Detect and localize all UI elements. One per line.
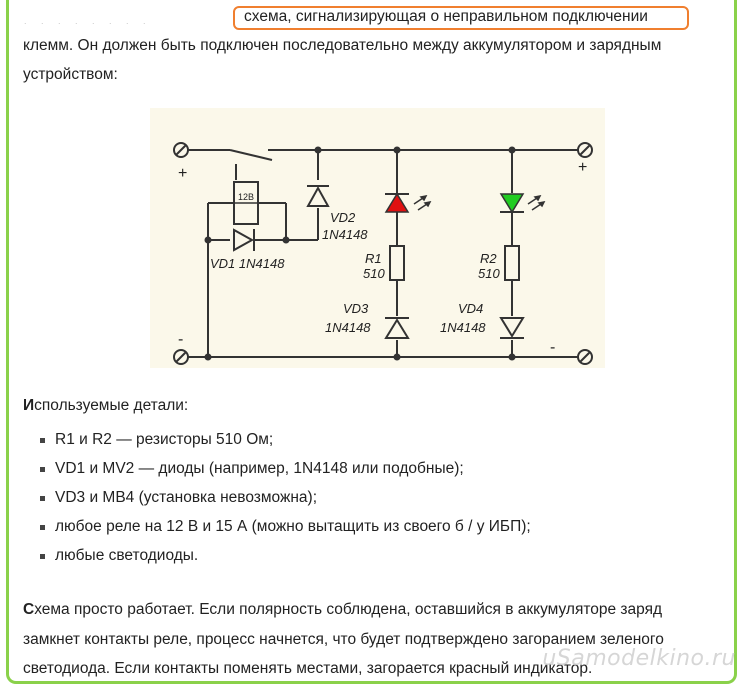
- intro-line-3: устройством:: [23, 66, 118, 83]
- parts-heading-rest: спользуемые детали:: [34, 397, 189, 414]
- list-item: [40, 488, 531, 517]
- label-r1-name: R1: [365, 251, 382, 266]
- parts-heading: [23, 397, 188, 415]
- diagram-background: [150, 108, 605, 368]
- intro-line-2: клемм. Он должен быть подключен последовательно между аккумулятором и зарядным: [23, 37, 662, 54]
- description-line-3: светодиода. Если контакты поменять местами, загорается красный индикатор.: [23, 660, 593, 677]
- bullet-icon: [40, 438, 45, 443]
- list-item: [40, 459, 531, 488]
- label-minus-right: -: [550, 339, 556, 356]
- list-item-text: VD1 и MV2 — диоды (например, 1N4148 или подобные);: [55, 460, 464, 477]
- resistor-r1: [390, 246, 404, 280]
- description-initial: С: [23, 601, 35, 618]
- label-plus-right: +: [578, 159, 588, 176]
- intro-highlighted-text: схема, сигнализирующая о неправильном подключении: [244, 8, 648, 25]
- list-item: [40, 430, 531, 459]
- list-item-text: любое реле на 12 В и 15 А (можно вытащить из своего б / у ИБП);: [55, 518, 531, 535]
- description-line-1-text: хема просто работает. Если полярность соблюдена, оставшийся в аккумуляторе заряд: [34, 601, 663, 618]
- parts-list: [40, 430, 531, 575]
- label-vd4-type: 1N4148: [440, 320, 486, 335]
- list-item-text: VD3 и MB4 (установка невозможна);: [55, 489, 318, 506]
- label-minus-left: -: [178, 331, 184, 348]
- label-plus-left: +: [178, 165, 188, 182]
- description-line-2: замкнет контакты реле, процесс начнется, что будет подтверждено загоранием зеленого: [23, 631, 664, 648]
- list-item: [40, 517, 531, 546]
- site-watermark: uSamodelkino.ru: [542, 646, 736, 671]
- label-vd3-name: VD3: [343, 301, 369, 316]
- label-r2-name: R2: [480, 251, 497, 266]
- bullet-icon: [40, 525, 45, 530]
- label-r1-value: 510: [363, 266, 385, 281]
- relay-label: 12В: [237, 192, 255, 202]
- label-r2-value: 510: [478, 266, 500, 281]
- circuit-diagram: [150, 108, 605, 368]
- resistor-r2: [505, 246, 519, 280]
- label-vd2-name: VD2: [330, 210, 356, 225]
- bullet-icon: [40, 496, 45, 501]
- parts-heading-initial: И: [23, 397, 35, 414]
- label-vd1: VD1 1N4148: [210, 256, 285, 271]
- list-item-text: R1 и R2 — резисторы 510 Ом;: [55, 431, 274, 448]
- label-vd4-name: VD4: [458, 301, 484, 316]
- bullet-icon: [40, 467, 45, 472]
- label-vd2-type: 1N4148: [322, 227, 368, 242]
- list-item-text: любые светодиоды.: [55, 547, 199, 564]
- bullet-icon: [40, 554, 45, 559]
- description-line-1: [23, 600, 662, 620]
- list-item: [40, 546, 531, 575]
- faded-text-fragment: . . . . . . . .: [24, 16, 152, 26]
- label-vd3-type: 1N4148: [325, 320, 371, 335]
